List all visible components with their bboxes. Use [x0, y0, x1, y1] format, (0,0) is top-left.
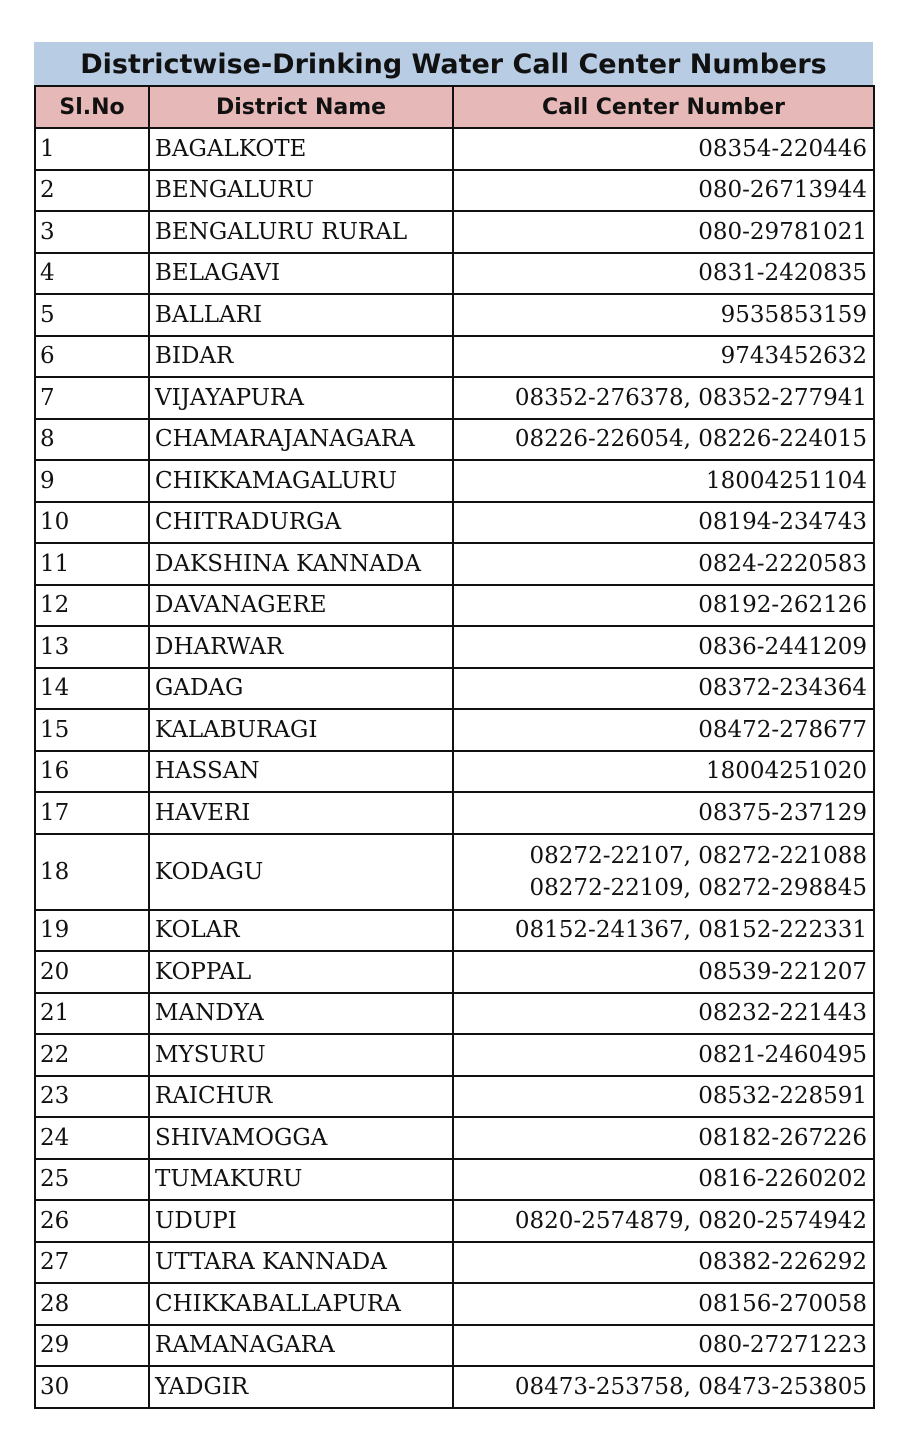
cell-call-center-number — [453, 419, 874, 461]
phone-number: 08372-234364 — [698, 675, 867, 702]
table-row — [35, 336, 874, 378]
cell-district-name: BIDAR — [149, 336, 453, 378]
cell-call-center-number — [453, 751, 874, 793]
table-row — [35, 1076, 874, 1118]
phone-number: 9535853159 — [720, 301, 867, 328]
phone-number: 0831-2420835 — [698, 260, 867, 287]
phone-number: 08532-228591 — [698, 1083, 867, 1110]
table-row — [35, 1242, 874, 1284]
table-row — [35, 792, 874, 834]
cell-sl-no: 4 — [35, 253, 149, 295]
table-row — [35, 502, 874, 544]
table-row — [35, 419, 874, 461]
cell-district-name: BAGALKOTE — [149, 128, 453, 170]
cell-sl-no: 21 — [35, 993, 149, 1035]
cell-district-name: UDUPI — [149, 1200, 453, 1242]
table-body — [35, 128, 874, 1408]
cell-call-center-number — [453, 993, 874, 1035]
cell-sl-no: 10 — [35, 502, 149, 544]
cell-sl-no: 9 — [35, 460, 149, 502]
table-row — [35, 543, 874, 585]
table-row — [35, 377, 874, 419]
cell-district-name: KODAGU — [149, 834, 453, 910]
cell-call-center-number — [453, 543, 874, 585]
cell-district-name: DAVANAGERE — [149, 585, 453, 627]
table-row — [35, 128, 874, 170]
phone-number: 08382-226292 — [698, 1249, 867, 1276]
cell-sl-no: 8 — [35, 419, 149, 461]
cell-call-center-number — [453, 128, 874, 170]
cell-sl-no: 11 — [35, 543, 149, 585]
cell-district-name: YADGIR — [149, 1366, 453, 1408]
cell-sl-no: 3 — [35, 211, 149, 253]
cell-district-name: CHIKKABALLAPURA — [149, 1283, 453, 1325]
phone-number: 08156-270058 — [698, 1290, 867, 1317]
cell-call-center-number — [453, 1242, 874, 1284]
cell-sl-no: 7 — [35, 377, 149, 419]
cell-sl-no: 22 — [35, 1034, 149, 1076]
cell-sl-no: 1 — [35, 128, 149, 170]
phone-number: 9743452632 — [720, 343, 867, 370]
cell-call-center-number — [453, 1366, 874, 1408]
cell-sl-no: 26 — [35, 1200, 149, 1242]
cell-district-name: TUMAKURU — [149, 1159, 453, 1201]
cell-sl-no: 13 — [35, 626, 149, 668]
table-row — [35, 751, 874, 793]
table-row — [35, 1159, 874, 1201]
call-center-sheet — [34, 42, 873, 1409]
table-row — [35, 460, 874, 502]
table-row — [35, 709, 874, 751]
cell-sl-no: 24 — [35, 1117, 149, 1159]
cell-call-center-number — [453, 1034, 874, 1076]
phone-number: 08192-262126 — [698, 592, 867, 619]
phone-number: 08354-220446 — [698, 135, 867, 162]
cell-call-center-number — [453, 910, 874, 952]
cell-call-center-number — [453, 502, 874, 544]
phone-number: 08539-221207 — [698, 958, 867, 985]
cell-call-center-number — [453, 1117, 874, 1159]
phone-number: 080-27271223 — [698, 1332, 867, 1359]
table-row — [35, 1325, 874, 1367]
header-row — [35, 86, 874, 128]
cell-call-center-number — [453, 792, 874, 834]
phone-number: 08232-221443 — [698, 1000, 867, 1027]
table-row — [35, 211, 874, 253]
cell-call-center-number — [453, 294, 874, 336]
cell-district-name: MANDYA — [149, 993, 453, 1035]
header-call-center-number: Call Center Number — [453, 86, 874, 128]
phone-number: 08226-226054, 08226-224015 — [514, 426, 867, 453]
phone-number: 0824-2220583 — [698, 550, 867, 577]
cell-district-name: KALABURAGI — [149, 709, 453, 751]
cell-sl-no: 15 — [35, 709, 149, 751]
cell-call-center-number — [453, 951, 874, 993]
cell-district-name: CHIKKAMAGALURU — [149, 460, 453, 502]
phone-number: 080-26713944 — [698, 177, 867, 204]
table-row — [35, 585, 874, 627]
cell-sl-no: 12 — [35, 585, 149, 627]
cell-call-center-number — [453, 834, 874, 910]
table-row — [35, 834, 874, 910]
cell-call-center-number — [453, 460, 874, 502]
cell-call-center-number — [453, 336, 874, 378]
phone-number: 18004251020 — [706, 758, 867, 785]
table-row — [35, 1034, 874, 1076]
cell-sl-no: 18 — [35, 834, 149, 910]
cell-sl-no: 28 — [35, 1283, 149, 1325]
sheet-title: Districtwise-Drinking Water Call Center Numbers — [34, 42, 873, 85]
cell-sl-no: 14 — [35, 668, 149, 710]
phone-number: 18004251104 — [706, 467, 867, 494]
cell-sl-no: 16 — [35, 751, 149, 793]
table-row — [35, 1283, 874, 1325]
cell-call-center-number — [453, 1200, 874, 1242]
phone-number: 08473-253758, 08473-253805 — [514, 1373, 867, 1400]
cell-district-name: MYSURU — [149, 1034, 453, 1076]
cell-district-name: UTTARA KANNADA — [149, 1242, 453, 1284]
header-sl-no: Sl.No — [35, 86, 149, 128]
cell-call-center-number — [453, 1159, 874, 1201]
phone-number: 08472-278677 — [698, 716, 867, 743]
table-row — [35, 253, 874, 295]
cell-sl-no: 25 — [35, 1159, 149, 1201]
cell-sl-no: 20 — [35, 951, 149, 993]
cell-call-center-number — [453, 253, 874, 295]
cell-sl-no: 5 — [35, 294, 149, 336]
cell-district-name: KOPPAL — [149, 951, 453, 993]
table-row — [35, 294, 874, 336]
table-row — [35, 951, 874, 993]
cell-district-name: DAKSHINA KANNADA — [149, 543, 453, 585]
cell-call-center-number — [453, 709, 874, 751]
table-row — [35, 1200, 874, 1242]
cell-district-name: RAICHUR — [149, 1076, 453, 1118]
cell-district-name: BELAGAVI — [149, 253, 453, 295]
cell-district-name: SHIVAMOGGA — [149, 1117, 453, 1159]
cell-district-name: VIJAYAPURA — [149, 377, 453, 419]
call-center-table — [34, 85, 875, 1409]
cell-district-name: BENGALURU — [149, 170, 453, 212]
cell-call-center-number — [453, 626, 874, 668]
phone-number: 08352-276378, 08352-277941 — [514, 384, 867, 411]
phone-number: 080-29781021 — [698, 218, 867, 245]
cell-call-center-number — [453, 377, 874, 419]
phone-number: 08272-22109, 08272-298845 — [529, 874, 867, 901]
cell-call-center-number — [453, 1325, 874, 1367]
cell-district-name: BENGALURU RURAL — [149, 211, 453, 253]
table-row — [35, 668, 874, 710]
cell-sl-no: 29 — [35, 1325, 149, 1367]
table-row — [35, 626, 874, 668]
phone-number: 0820-2574879, 0820-2574942 — [514, 1207, 867, 1234]
phone-number: 08194-234743 — [698, 509, 867, 536]
cell-call-center-number — [453, 211, 874, 253]
cell-sl-no: 27 — [35, 1242, 149, 1284]
phone-number: 0821-2460495 — [698, 1041, 867, 1068]
cell-call-center-number — [453, 1076, 874, 1118]
cell-district-name: CHITRADURGA — [149, 502, 453, 544]
cell-district-name: BALLARI — [149, 294, 453, 336]
cell-call-center-number — [453, 170, 874, 212]
cell-district-name: GADAG — [149, 668, 453, 710]
phone-number: 08375-237129 — [698, 799, 867, 826]
table-row — [35, 910, 874, 952]
cell-sl-no: 30 — [35, 1366, 149, 1408]
cell-district-name: HASSAN — [149, 751, 453, 793]
cell-call-center-number — [453, 585, 874, 627]
cell-sl-no: 17 — [35, 792, 149, 834]
table-row — [35, 1366, 874, 1408]
cell-district-name: CHAMARAJANAGARA — [149, 419, 453, 461]
cell-district-name: DHARWAR — [149, 626, 453, 668]
cell-sl-no: 2 — [35, 170, 149, 212]
cell-district-name: HAVERI — [149, 792, 453, 834]
phone-number: 08272-22107, 08272-221088 — [529, 842, 867, 869]
cell-sl-no: 6 — [35, 336, 149, 378]
cell-district-name: RAMANAGARA — [149, 1325, 453, 1367]
table-row — [35, 170, 874, 212]
cell-sl-no: 23 — [35, 1076, 149, 1118]
cell-district-name: KOLAR — [149, 910, 453, 952]
phone-number: 0816-2260202 — [698, 1166, 867, 1193]
table-row — [35, 993, 874, 1035]
phone-number: 08182-267226 — [698, 1124, 867, 1151]
phone-number: 0836-2441209 — [698, 633, 867, 660]
cell-call-center-number — [453, 668, 874, 710]
cell-sl-no: 19 — [35, 910, 149, 952]
phone-number: 08152-241367, 08152-222331 — [514, 917, 867, 944]
cell-call-center-number — [453, 1283, 874, 1325]
header-district-name: District Name — [149, 86, 453, 128]
table-row — [35, 1117, 874, 1159]
